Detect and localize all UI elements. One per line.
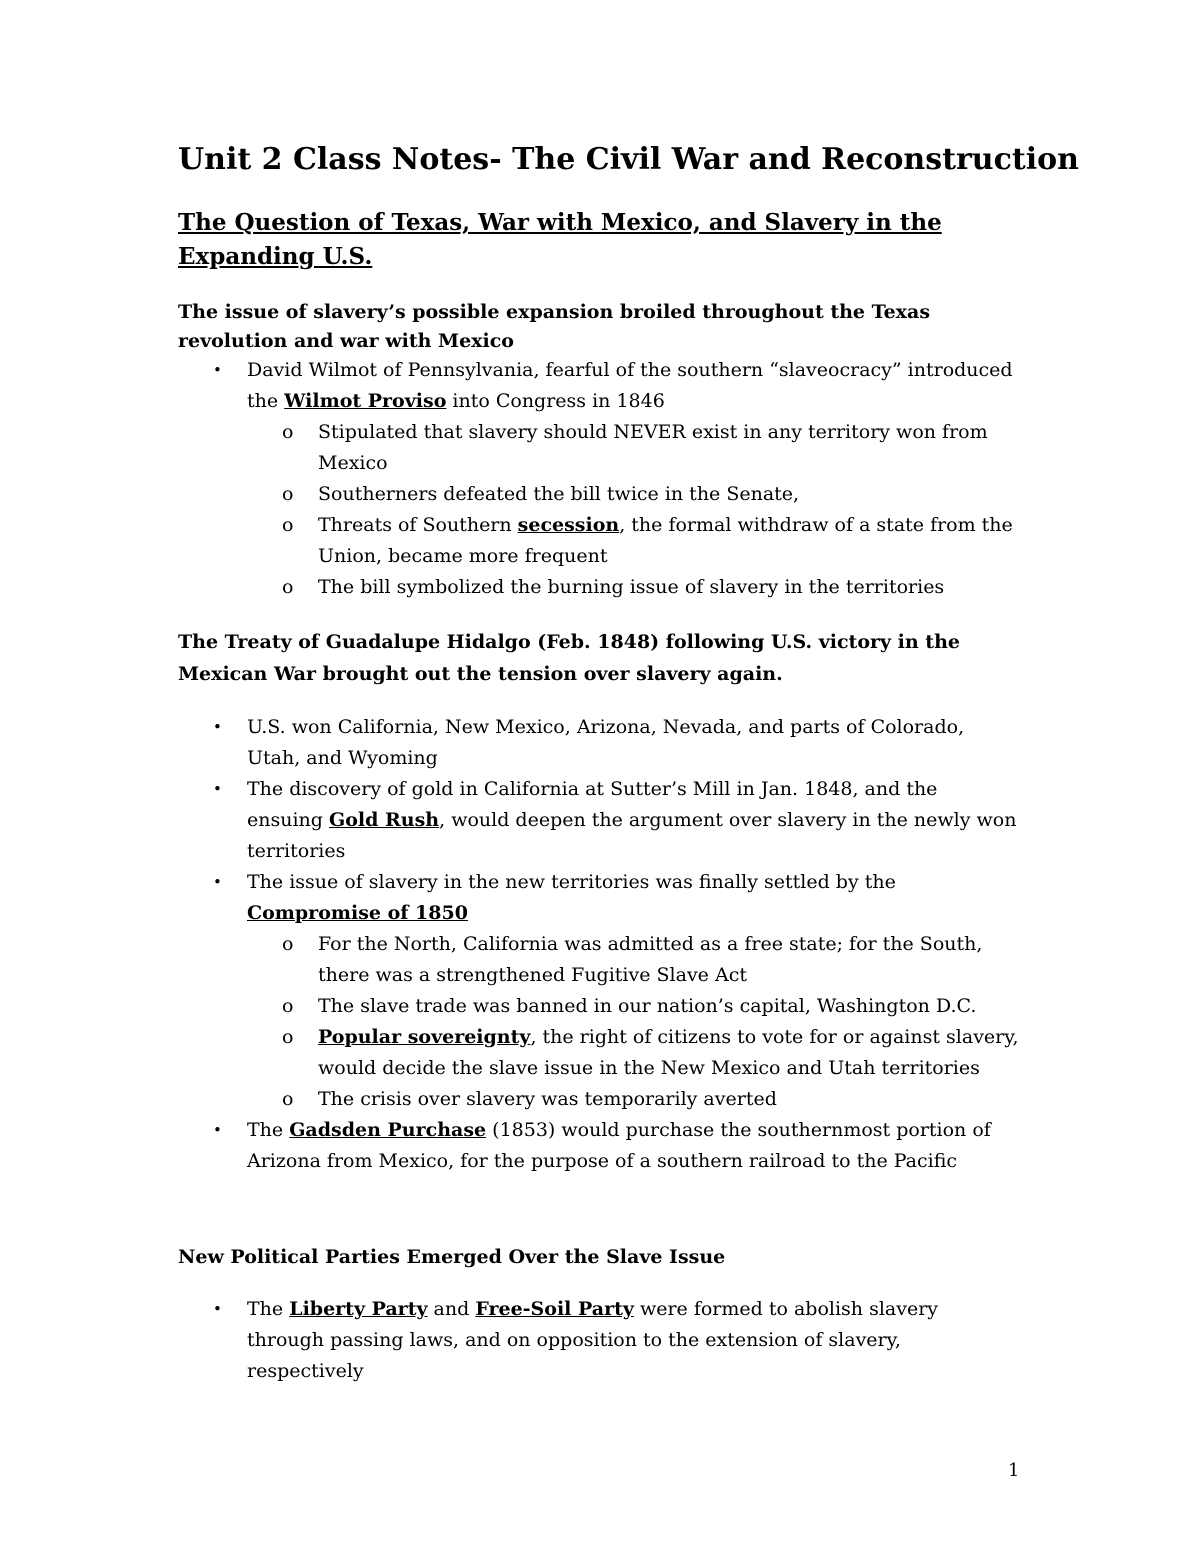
circle-bullet-icon: o [282, 483, 294, 505]
bullet-icon: • [213, 1300, 222, 1318]
list-item: • U.S. won California, New Mexico, Arizona, Nevada, and parts of Colorado, Utah, and Wyoming [247, 712, 1017, 774]
document-title: Unit 2 Class Notes- The Civil War and Reconstruction [178, 142, 1079, 177]
sub-list-item: o The bill symbolized the burning issue of slavery in the territories [318, 572, 1028, 603]
list-item: • The Gadsden Purchase (1853) would purchase the southernmost portion of Arizona from Mexico, for the purpose of a southern railroad to the Pacific [247, 1115, 1017, 1177]
circle-bullet-icon: o [282, 933, 294, 955]
circle-bullet-icon: o [282, 576, 294, 598]
section1-heading: The issue of slavery’s possible expansion broiled throughout the Texas revolution and war with Mexico [178, 301, 931, 352]
bullet-icon: • [213, 780, 222, 798]
list-item: • The issue of slavery in the new territories was finally settled by the Compromise of 1850 [247, 867, 1017, 929]
circle-bullet-icon: o [282, 1088, 294, 1110]
key-term: Gold Rush [328, 809, 440, 831]
sub-list-item: o The slave trade was banned in our nation’s capital, Washington D.C. [318, 991, 1028, 1022]
key-term: Wilmot Proviso [284, 390, 447, 412]
key-term: Popular sovereignty [318, 1026, 531, 1048]
bullet-icon: • [213, 361, 222, 379]
key-term: Gadsden Purchase [289, 1119, 487, 1141]
section3-heading: New Political Parties Emerged Over the Slave Issue [178, 1246, 726, 1268]
key-term: Free-Soil Party [475, 1298, 634, 1320]
key-term: Compromise of 1850 [247, 902, 468, 924]
circle-bullet-icon: o [282, 421, 294, 443]
section2-list [0, 712, 1200, 1177]
sub-list-item: o Popular sovereignty, the right of citizens to vote for or against slavery, would decide the slave issue in the New Mexico and Utah territories [318, 1022, 1028, 1084]
key-term: Liberty Party [289, 1298, 428, 1320]
section3-list [0, 1294, 1200, 1387]
sub-list-item: o For the North, California was admitted as a free state; for the South, there was a strengthened Fugitive Slave Act [318, 929, 1028, 991]
list-item: • The discovery of gold in California at Sutter’s Mill in Jan. 1848, and the ensuing Gold Rush, would deepen the argument over slavery in the newly won territories [247, 774, 1017, 867]
sub-list-item: o The crisis over slavery was temporarily averted [318, 1084, 1028, 1115]
sub-list-item: o Threats of Southern secession, the formal withdraw of a state from the Union, became more frequent [318, 510, 1028, 572]
circle-bullet-icon: o [282, 1026, 294, 1048]
section2-heading: The Treaty of Guadalupe Hidalgo (Feb. 1848) following U.S. victory in the Mexican War brought out the tension over slavery again. [178, 631, 960, 685]
page-number: 1 [1008, 1460, 1020, 1481]
sub-list-item: o Southerners defeated the bill twice in the Senate, [318, 479, 1028, 510]
circle-bullet-icon: o [282, 995, 294, 1017]
key-term: secession [517, 514, 620, 536]
circle-bullet-icon: o [282, 514, 294, 536]
bullet-icon: • [213, 718, 222, 736]
section1-list [0, 355, 1200, 603]
list-item: • David Wilmot of Pennsylvania, fearful of the southern “slaveocracy” introduced the Wilmot Proviso into Congress in 1846 [247, 355, 1017, 417]
list-item: • The Liberty Party and Free-Soil Party were formed to abolish slavery through passing laws, and on opposition to the extension of slavery, respectively [247, 1294, 1017, 1387]
bullet-icon: • [213, 1121, 222, 1139]
section-subtitle: The Question of Texas, War with Mexico, and Slavery in the Expanding U.S. [178, 209, 942, 270]
sub-list-item: o Stipulated that slavery should NEVER exist in any territory won from Mexico [318, 417, 1028, 479]
bullet-icon: • [213, 873, 222, 891]
